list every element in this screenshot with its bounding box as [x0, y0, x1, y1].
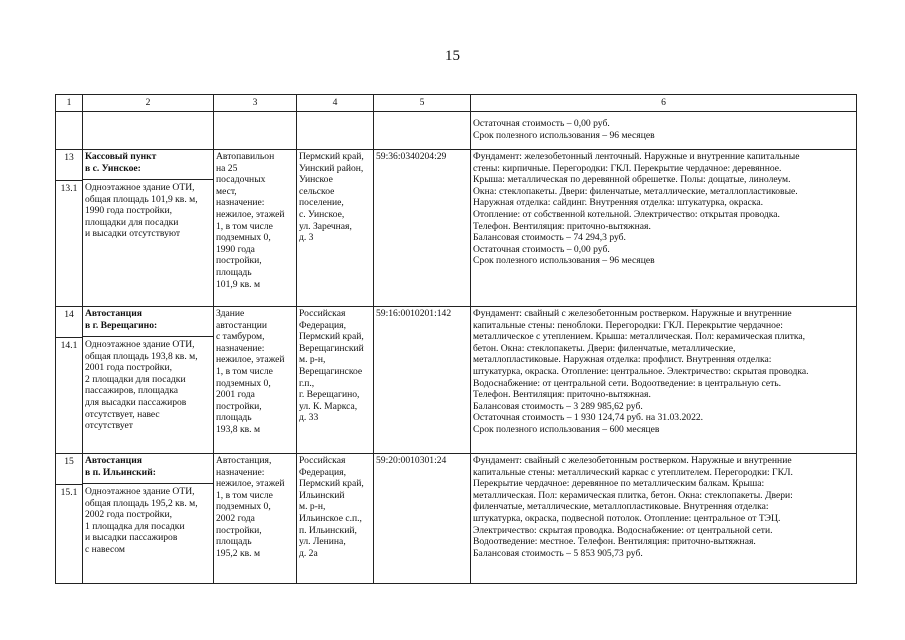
details-cell — [471, 150, 857, 307]
address-line: д. 3 — [299, 232, 314, 244]
row-number-cell — [56, 307, 83, 454]
address-line: Российская — [299, 308, 346, 319]
detail-line: Окна: стеклопакеты. Двери: филенчатые, металлические, металлопластиковые. — [473, 185, 798, 197]
building-info-line: нежилое, этажей — [216, 208, 285, 220]
column-header: 4 — [297, 95, 374, 112]
building-info-line: Здание — [216, 308, 245, 319]
row-number: 13 — [64, 152, 74, 163]
object-description: Одноэтажное здание ОТИ, — [85, 182, 195, 193]
object-title: Автостанция — [85, 308, 142, 319]
address-line: г.п., — [299, 377, 315, 389]
detail-line: Остаточная стоимость – 0,00 руб. — [473, 118, 610, 129]
building-info-line: Автопавильон — [216, 151, 275, 162]
detail-line: Телефон. Вентиляция: приточно-вытяжная. — [473, 389, 651, 401]
detail-line: Балансовая стоимость – 5 853 905,73 руб. — [473, 547, 643, 559]
detail-line: Остаточная стоимость – 0,00 руб. — [473, 243, 610, 255]
address-line: д. 33 — [299, 412, 319, 424]
building-info-line: постройки, — [216, 255, 262, 267]
details-cell — [471, 307, 857, 454]
building-info-line: 1990 года — [216, 243, 255, 255]
row-number: 14 — [64, 309, 74, 320]
building-info-line: постройки, — [216, 524, 262, 536]
column-header: 5 — [374, 95, 471, 112]
address-line: ул. Ленина, — [299, 536, 346, 548]
building-info-cell — [214, 454, 297, 584]
object-description: и высадки пассажиров — [85, 532, 178, 544]
building-info-line: подземных 0, — [216, 232, 271, 244]
building-info-line: подземных 0, — [216, 501, 271, 513]
object-name-cell — [83, 307, 214, 454]
object-description: отсутствует — [85, 420, 133, 432]
detail-line: Перекрытие чердачное: деревянное по металлическим балкам. Крыша: — [473, 478, 765, 490]
cadastral-number: 59:36:0340204:29 — [376, 151, 447, 162]
building-info-line: автостанции — [216, 319, 268, 331]
building-info-line: назначение: — [216, 197, 265, 209]
object-description: 2002 года постройки, — [85, 509, 172, 521]
object-description: пассажиров, площадка — [85, 385, 178, 397]
cadastral-number: 59:20:0010301:24 — [376, 455, 447, 466]
detail-line: филенчатые, металлические, металлопластиковые. Внутренняя отделка: — [473, 501, 769, 513]
object-description: 1990 года постройки, — [85, 205, 172, 217]
building-info-cell — [214, 150, 297, 307]
detail-line: Отопление: от собственной котельной. Электричество: открытая проводка. — [473, 208, 780, 220]
object-description: 2001 года постройки, — [85, 362, 172, 374]
sub-row-number: 15.1 — [56, 484, 82, 499]
detail-line: Наружная отделка: сайдинг. Внутренняя отделка: штукатурка, окраска. — [473, 197, 764, 209]
object-title: Автостанция — [85, 455, 142, 466]
row-number-cell — [56, 150, 83, 307]
building-info-line: Автостанция, — [216, 455, 272, 466]
building-info-line: посадочных — [216, 174, 266, 186]
column-header: 3 — [214, 95, 297, 112]
building-info-line: площадь — [216, 412, 252, 424]
sub-row-number: 13.1 — [56, 180, 82, 195]
address-line: ул. К. Маркса, — [299, 400, 358, 412]
detail-line: Фундамент: свайный с железобетонным ростверком. Наружные и внутренние — [473, 455, 792, 466]
detail-line: Балансовая стоимость – 74 294,3 руб. — [473, 232, 626, 244]
details-cell — [471, 454, 857, 584]
cadastre-cell — [374, 150, 471, 307]
sub-row-number: 14.1 — [56, 337, 82, 352]
object-description: 1 площадка для посадки — [85, 520, 185, 532]
address-line: м. р-н, — [299, 354, 326, 366]
detail-line: стены: кирпичные. Перегородки: ГКЛ. Перекрытие чердачное: деревянное. — [473, 162, 782, 174]
detail-line: Телефон. Вентиляция: приточно-вытяжная. — [473, 220, 651, 232]
detail-line: Фундамент: свайный с железобетонным ростверком. Наружные и внутренние — [473, 308, 792, 319]
address-line: Пермский край, — [299, 478, 364, 490]
building-info-line: нежилое, этажей — [216, 354, 285, 366]
object-description: Одноэтажное здание ОТИ, — [85, 486, 195, 497]
object-description: общая площадь 101,9 кв. м, — [85, 193, 198, 205]
address-line: п. Ильинский, — [299, 524, 357, 536]
object-title: в с. Уинское: — [85, 162, 141, 174]
column-header: 6 — [471, 95, 857, 112]
building-info-line: площадь — [216, 266, 252, 278]
building-info-line: 1, в том числе — [216, 365, 273, 377]
address-cell — [297, 150, 374, 307]
address-line: Верещагинское — [299, 365, 363, 377]
table-row — [56, 307, 857, 454]
detail-line: Срок полезного использования – 96 месяцев — [473, 129, 655, 141]
address-line: Верещагинский — [299, 342, 364, 354]
building-info-line: на 25 — [216, 162, 238, 174]
row-number-cell — [56, 454, 83, 584]
object-description: отсутствует, навес — [85, 408, 160, 420]
detail-line: штукатурка, окраска, подвесной потолок. Отопление: центральное от ТЭЦ. — [473, 512, 781, 524]
building-info-line: мест, — [216, 185, 237, 197]
table-row — [56, 454, 857, 584]
object-title: в п. Ильинский: — [85, 466, 156, 478]
address-line: Федерация, — [299, 466, 346, 478]
address-line: м. р-н, — [299, 501, 326, 513]
address-line: Уинское — [299, 174, 333, 186]
detail-line: металлическая. Пол: керамическая плитка, бетон. Окна: стеклопакеты. Двери: — [473, 489, 793, 501]
detail-line: штукатурка, окраска. Отопление: центральное. Электричество: скрытая проводка. — [473, 365, 809, 377]
detail-line: Фундамент: железобетонный ленточный. Наружные и внутренние капитальные — [473, 151, 800, 162]
column-header: 1 — [56, 95, 83, 112]
detail-line: металлическое с утеплением. Крыша: металлическая. Пол: керамическая плитка, — [473, 331, 806, 343]
address-line: поселение, — [299, 197, 344, 209]
object-description: и высадки отсутствуют — [85, 228, 181, 240]
detail-line: Срок полезного использования – 600 месяцев — [473, 423, 660, 435]
detail-line: Остаточная стоимость – 1 930 124,74 руб. на 31.03.2022. — [473, 412, 704, 424]
object-title: в г. Верещагино: — [85, 319, 158, 331]
object-description: площадки для посадки — [85, 216, 179, 228]
row-number: 15 — [64, 456, 74, 467]
detail-line: Водоотведение: местное. Телефон. Вентиляция: приточно-вытяжная. — [473, 536, 756, 548]
building-info-line: подземных 0, — [216, 377, 271, 389]
object-name-cell — [83, 454, 214, 584]
object-description: общая площадь 195,2 кв. м, — [85, 497, 198, 509]
address-line: Пермский край, — [299, 151, 364, 162]
detail-line: Крыша: металлическая по деревянной обрешетке. Полы: дощатые, линолеум. — [473, 174, 791, 186]
object-title: Кассовый пункт — [85, 151, 157, 162]
address-line: Уинский район, — [299, 162, 364, 174]
address-line: Федерация, — [299, 319, 346, 331]
object-description: для высадки пассажиров — [85, 396, 187, 408]
address-line: г. Верещагино, — [299, 389, 360, 401]
detail-line: Срок полезного использования – 96 месяцев — [473, 255, 655, 267]
continuation-row — [56, 112, 857, 150]
detail-line: капитальные стены: пеноблоки. Перегородки: ГКЛ. Перекрытие чердачное: — [473, 319, 783, 331]
detail-line: бетон. Окна: стеклопакеты. Двери: филенчатые, металлические, — [473, 342, 736, 354]
address-line: с. Уинское, — [299, 208, 345, 220]
building-info-line: 2001 года — [216, 389, 255, 401]
building-info-line: 101,9 кв. м — [216, 278, 261, 290]
detail-line: металлопластиковые. Наружная отделка: профлист. Внутренняя отделка: — [473, 354, 772, 366]
table-row — [56, 150, 857, 307]
cadastre-cell — [374, 454, 471, 584]
building-info-line: назначение: — [216, 466, 265, 478]
building-info-line: 1, в том числе — [216, 220, 273, 232]
building-info-line: 195,2 кв. м — [216, 547, 261, 559]
detail-line: капитальные стены: металлический каркас с утеплителем. Перегородки: ГКЛ. — [473, 466, 793, 478]
cadastre-cell — [374, 307, 471, 454]
address-cell — [297, 454, 374, 584]
building-info-line: назначение: — [216, 342, 265, 354]
address-line: д. 2а — [299, 547, 318, 559]
address-line: Российская — [299, 455, 346, 466]
cadastral-number: 59:16:0010201:142 — [376, 308, 452, 319]
building-info-line: 1, в том числе — [216, 489, 273, 501]
address-line: Ильинское с.п., — [299, 512, 362, 524]
address-cell — [297, 307, 374, 454]
address-line: ул. Заречная, — [299, 220, 352, 232]
details-cell — [471, 112, 857, 150]
detail-line: Балансовая стоимость – 3 289 985,62 руб. — [473, 400, 643, 412]
object-description: Одноэтажное здание ОТИ, — [85, 339, 195, 350]
property-table — [55, 94, 857, 584]
building-info-line: с тамбуром, — [216, 331, 265, 343]
header-row — [56, 95, 857, 112]
object-name-cell — [83, 150, 214, 307]
detail-line: Электричество: скрытая проводка. Водоснабжение: от центральной сети. — [473, 524, 773, 536]
address-line: сельское — [299, 185, 335, 197]
detail-line: Водоснабжение: от центральной сети. Водоотведение: в центральную сеть. — [473, 377, 782, 389]
building-info-line: нежилое, этажей — [216, 478, 285, 490]
building-info-line: постройки, — [216, 400, 262, 412]
building-info-line: площадь — [216, 536, 252, 548]
column-header: 2 — [83, 95, 214, 112]
object-description: 2 площадки для посадки — [85, 373, 186, 385]
building-info-line: 193,8 кв. м — [216, 423, 261, 435]
object-description: общая площадь 193,8 кв. м, — [85, 350, 198, 362]
address-line: Ильинский — [299, 489, 345, 501]
address-line: Пермский край, — [299, 331, 364, 343]
page-number: 15 — [445, 48, 460, 64]
object-description: с навесом — [85, 543, 125, 555]
building-info-cell — [214, 307, 297, 454]
building-info-line: 2002 года — [216, 512, 255, 524]
